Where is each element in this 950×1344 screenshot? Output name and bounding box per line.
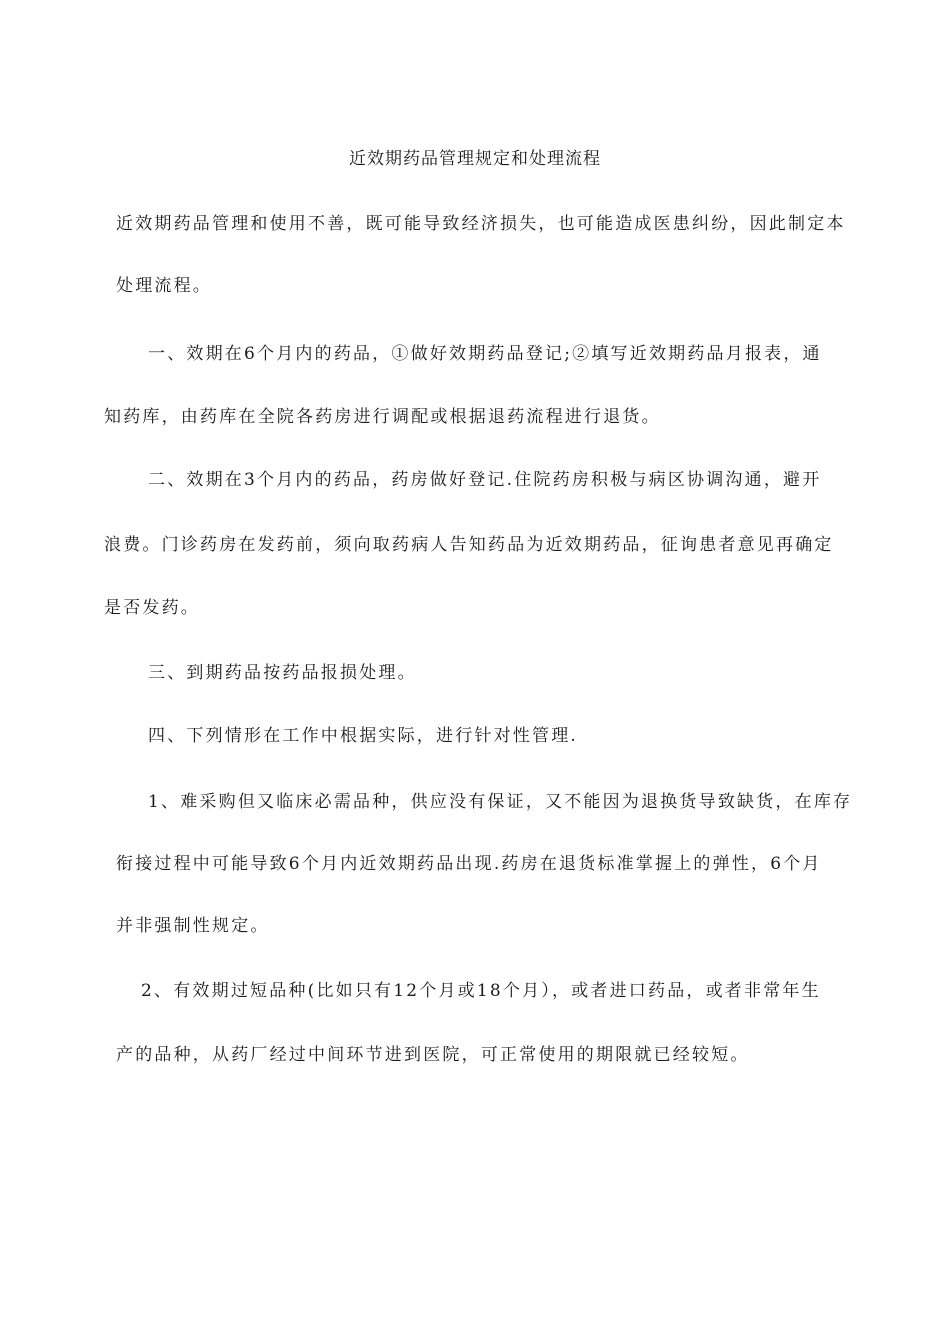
paragraph-line: 三、到期药品按药品报损处理。: [148, 663, 417, 683]
paragraph-line: 四、下列情形在工作中根据实际，进行针对性管理.: [148, 726, 579, 746]
document-title: 近效期药品管理规定和处理流程: [349, 149, 601, 169]
paragraph-line: 知药库，由药库在全院各药房进行调配或根据退药流程进行退货。: [104, 407, 661, 427]
paragraph-line: 是否发药。: [104, 598, 200, 618]
paragraph-line: 二、效期在3个月内的药品，药房做好登记.住院药房积极与病区协调沟通，避开: [148, 470, 822, 490]
paragraph-line: 近效期药品管理和使用不善，既可能导致经济损失，也可能造成医患纠纷，因此制定本: [116, 214, 846, 234]
paragraph-line: 处理流程。: [116, 276, 212, 296]
paragraph-line: 一、效期在6个月内的药品，①做好效期药品登记;②填写近效期药品月报表，通: [148, 344, 822, 364]
paragraph-line: 浪费。门诊药房在发药前，须向取药病人告知药品为近效期药品，征询患者意见再确定: [104, 535, 834, 555]
paragraph-line: 并非强制性规定。: [116, 916, 270, 936]
paragraph-line: 2、有效期过短品种(比如只有12个月或18个月），或者进口药品，或者非常年生: [141, 981, 821, 1001]
paragraph-line: 1、难采购但又临床必需品种，供应没有保证，又不能因为退换货导致缺货，在库存: [148, 792, 853, 812]
paragraph-line: 衔接过程中可能导致6个月内近效期药品出现.药房在退货标准掌握上的弹性，6个月: [116, 854, 822, 874]
paragraph-line: 产的品种，从药厂经过中间环节进到医院，可正常使用的期限就已经较短。: [116, 1045, 750, 1065]
